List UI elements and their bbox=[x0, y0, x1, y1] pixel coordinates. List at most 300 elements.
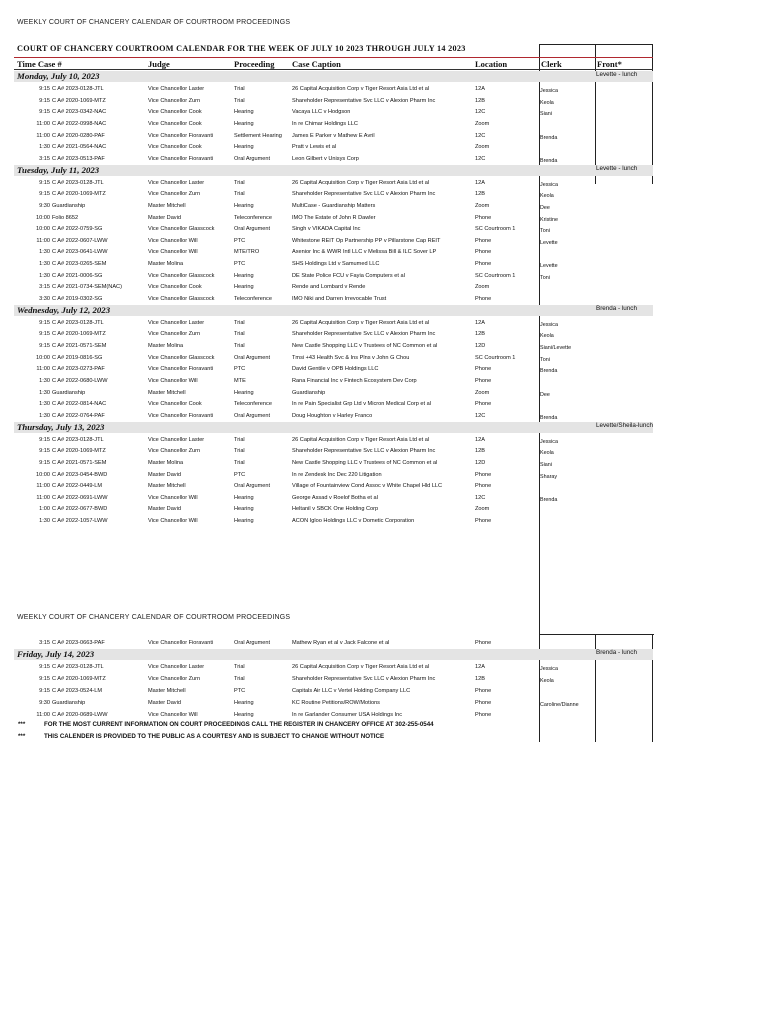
judge-cell: Vice Chancellor Zurn bbox=[148, 191, 201, 198]
caption-cell: David Gentile v OPB Holdings LLC bbox=[292, 366, 379, 373]
case-number-cell: C A# 2023-0641-LWW bbox=[52, 249, 108, 256]
proceeding-cell: Hearing bbox=[234, 518, 254, 525]
location-cell: Phone bbox=[475, 401, 492, 408]
clerk-cell: Toni bbox=[540, 228, 550, 235]
time-cell: 10:00 bbox=[36, 214, 50, 221]
proceeding-cell: MTE/TRO bbox=[234, 249, 260, 256]
col-proceeding: Proceeding bbox=[234, 59, 275, 69]
front-note: Brenda - lunch bbox=[596, 304, 637, 312]
location-cell: Phone bbox=[475, 687, 492, 694]
case-number-cell: C A# 2022-0607-LWW bbox=[52, 237, 108, 244]
table-row bbox=[0, 697, 768, 709]
location-cell: Zoom bbox=[475, 202, 490, 209]
caption-cell: Rende and Lombard v Rende bbox=[292, 284, 366, 291]
table-row bbox=[0, 457, 768, 469]
caption-cell: 26 Capital Acquisition Corp v Tiger Resort Asia Ltd et al bbox=[292, 319, 430, 326]
proceeding-cell: Trial bbox=[234, 191, 245, 198]
judge-cell: Vice Chancellor Cook bbox=[148, 144, 202, 151]
judge-cell: Vice Chancellor Cook bbox=[148, 120, 202, 127]
location-cell: SC Courtroom 1 bbox=[475, 354, 516, 361]
day-header bbox=[14, 165, 653, 176]
judge-cell: Vice Chancellor Fioravanti bbox=[148, 412, 214, 419]
front-note: Levette/Sheila-lunch bbox=[596, 421, 654, 429]
judge-cell: Master David bbox=[148, 214, 181, 221]
judge-cell: Vice Chancellor Cook bbox=[148, 109, 202, 116]
front-note: Levette - lunch bbox=[596, 71, 638, 78]
case-number-cell: C A# 2022-0814-NAC bbox=[52, 401, 107, 408]
calendar-title: COURT OF CHANCERY COURTROOM CALENDAR FOR THE WEEK OF JULY 10 2023 THROUGH JULY 14 2023 bbox=[17, 44, 466, 53]
judge-cell: Master David bbox=[148, 506, 181, 513]
time-cell: 1:30 bbox=[39, 401, 50, 408]
case-number-cell: C A# 2020-1069-MTZ bbox=[52, 331, 106, 338]
caption-cell: Mathew Ryan et al v Jack Falcone et al bbox=[292, 640, 390, 646]
proceeding-cell: Trial bbox=[234, 436, 245, 443]
case-number-cell: C A# 2023-0342-NAC bbox=[52, 109, 107, 116]
day-label: Wednesday, July 12, 2023 bbox=[17, 304, 111, 315]
case-number-cell: C A# 2021-0571-SEM bbox=[52, 459, 107, 466]
location-cell: SC Courtroom 1 bbox=[475, 272, 516, 279]
caption-cell: In re Garlander Consumer USA Holdings Inc bbox=[292, 711, 403, 718]
day-header bbox=[14, 422, 653, 433]
table-row bbox=[0, 410, 768, 422]
proceeding-cell: Oral Argument bbox=[234, 412, 271, 419]
table-row bbox=[0, 480, 768, 492]
caption-cell: 26 Capital Acquisition Corp v Tiger Resort Asia Ltd et al bbox=[292, 179, 430, 186]
clerk-cell: Siani/Levette bbox=[540, 345, 572, 351]
judge-cell: Vice Chancellor Glasscock bbox=[148, 296, 215, 303]
case-number-cell: Guardianship bbox=[52, 389, 86, 396]
case-number-cell: C A# 2023-0128-JTL bbox=[52, 86, 104, 92]
location-cell: 12D bbox=[475, 459, 486, 466]
case-number-cell: C A# 2022-0680-LWW bbox=[52, 377, 108, 384]
day-label: Monday, July 10, 2023 bbox=[17, 71, 100, 81]
table-row bbox=[0, 200, 768, 212]
judge-cell: Master Molina bbox=[148, 343, 184, 349]
proceeding-cell: Hearing bbox=[234, 284, 254, 291]
location-cell: Phone bbox=[475, 214, 492, 221]
location-cell: 12A bbox=[475, 436, 485, 443]
location-cell: 12C bbox=[475, 109, 486, 116]
proceeding-cell: Hearing bbox=[234, 202, 254, 209]
location-cell: Zoom bbox=[475, 506, 490, 513]
case-number-cell: C A# 2023-0663-PAF bbox=[52, 640, 105, 646]
judge-cell: Vice Chancellor Will bbox=[148, 711, 198, 718]
caption-cell: New Castle Shopping LLC v Trustees of NC Common et al bbox=[292, 459, 438, 466]
clerk-cell: Kristine bbox=[540, 216, 558, 223]
footnote-text: FOR THE MOST CURRENT INFORMATION ON COURT PROCEEDINGS CALL THE REGISTER IN CHANCERY OFFICE AT 302-255-0544 bbox=[44, 721, 434, 728]
clerk-cell: Brenda bbox=[540, 134, 558, 141]
clerk-cell: Dee bbox=[540, 204, 550, 211]
table-row bbox=[0, 95, 768, 107]
judge-cell: Vice Chancellor Will bbox=[148, 237, 198, 244]
clerk-cell: Sharay bbox=[540, 473, 558, 480]
table-row bbox=[0, 340, 768, 352]
case-number-cell: Folio 8652 bbox=[52, 214, 79, 221]
caption-cell: New Castle Shopping LLC v Trustees of NC Common et al bbox=[292, 343, 438, 349]
case-number-cell: C A# 2023-0128-JTL bbox=[52, 179, 104, 186]
front-note: Brenda - lunch bbox=[596, 649, 637, 656]
time-cell: 9:15 bbox=[39, 448, 50, 455]
time-cell: 1:30 bbox=[39, 377, 50, 384]
time-cell: 9:15 bbox=[39, 664, 50, 670]
clerk-cell: Keola bbox=[540, 193, 554, 200]
case-number-cell: C A# 2023-0128-JTL bbox=[52, 436, 104, 443]
case-number-cell: C A# 2022-0449-LM bbox=[52, 483, 103, 490]
caption-cell: In re Zendesk Inc Dec 220 Litigation bbox=[292, 471, 382, 478]
table-row bbox=[0, 188, 768, 200]
judge-cell: Vice Chancellor Laster bbox=[148, 179, 205, 186]
judge-cell: Vice Chancellor Fioravanti bbox=[148, 366, 214, 373]
proceeding-cell: Hearing bbox=[234, 506, 254, 513]
location-cell: Phone bbox=[475, 640, 492, 646]
proceeding-cell: Teleconference bbox=[234, 214, 272, 221]
location-cell: 12D bbox=[475, 343, 486, 349]
table-row bbox=[0, 130, 768, 142]
clerk-cell: Jessica bbox=[540, 438, 558, 445]
judge-cell: Master Molina bbox=[148, 261, 184, 268]
table-row bbox=[0, 515, 768, 527]
case-number-cell: C A# 2023-0454-BWD bbox=[52, 471, 108, 478]
table-row bbox=[0, 469, 768, 481]
case-number-cell: C A# 2023-0524-LM bbox=[52, 687, 103, 694]
table-row bbox=[0, 118, 768, 130]
page-header: WEEKLY COURT OF CHANCERY CALENDAR OF COURTROOM PROCEEDINGS bbox=[17, 19, 291, 26]
table-row bbox=[0, 293, 768, 305]
time-cell: 1:30 bbox=[39, 144, 50, 151]
proceeding-cell: Oral Argument bbox=[234, 155, 271, 162]
caption-cell: 26 Capital Acquisition Corp v Tiger Resort Asia Ltd et al bbox=[292, 86, 430, 92]
judge-cell: Vice Chancellor Will bbox=[148, 518, 198, 525]
proceeding-cell: Teleconference bbox=[234, 401, 272, 408]
table-row bbox=[0, 492, 768, 504]
table-row bbox=[0, 235, 768, 247]
location-cell: Zoom bbox=[475, 120, 490, 127]
clerk-cell: Jessica bbox=[540, 181, 558, 188]
caption-cell: Heltanil v SBCK One Holding Corp bbox=[292, 506, 379, 513]
day-label: Tuesday, July 11, 2023 bbox=[17, 164, 100, 175]
case-number-cell: C A# 2021-0006-SG bbox=[52, 272, 103, 279]
proceeding-cell: MTE bbox=[234, 377, 246, 384]
header-rule bbox=[14, 69, 653, 70]
caption-cell: In re Chimar Holdings LLC bbox=[292, 120, 358, 127]
proceeding-cell: Trial bbox=[234, 319, 245, 326]
footnote-stars: *** bbox=[18, 721, 26, 728]
table-row bbox=[0, 106, 768, 118]
proceeding-cell: Settlement Hearing bbox=[234, 132, 282, 139]
time-cell: 9:15 bbox=[39, 343, 50, 349]
caption-cell: 26 Capital Acquisition Corp v Tiger Resort Asia Ltd et al bbox=[292, 436, 430, 443]
location-cell: Phone bbox=[475, 483, 492, 490]
clerk-cell: Toni bbox=[540, 274, 550, 281]
case-number-cell: C A# 2022-1057-LWW bbox=[52, 518, 108, 525]
proceeding-cell: Hearing bbox=[234, 109, 254, 116]
table-row bbox=[0, 270, 768, 282]
clerk-cell: Levette bbox=[540, 239, 558, 246]
table-row bbox=[0, 375, 768, 387]
caption-cell: IMO The Estate of John R Dawler bbox=[292, 214, 376, 221]
location-cell: Zoom bbox=[475, 389, 490, 396]
caption-cell: James E Parker v Mathew E Avril bbox=[292, 132, 375, 139]
location-cell: Zoom bbox=[475, 144, 490, 151]
judge-cell: Vice Chancellor Zurn bbox=[148, 675, 201, 682]
col-caption: Case Caption bbox=[292, 59, 341, 69]
clerk-cell: Levette bbox=[540, 263, 558, 270]
caption-cell: Guardianship bbox=[292, 389, 326, 396]
case-number-cell: C A# 2023-0513-PAF bbox=[52, 155, 105, 162]
proceeding-cell: Hearing bbox=[234, 711, 254, 718]
proceeding-cell: Trial bbox=[234, 664, 245, 670]
time-cell: 1:30 bbox=[39, 249, 50, 256]
judge-cell: Vice Chancellor Cook bbox=[148, 284, 202, 291]
judge-cell: Vice Chancellor Will bbox=[148, 249, 198, 256]
clerk-cell: Brenda bbox=[540, 157, 558, 164]
proceeding-cell: Trial bbox=[234, 97, 245, 104]
table-row bbox=[0, 177, 768, 189]
time-cell: 11:00 bbox=[36, 483, 50, 490]
case-number-cell: C A# 2022-0759-SG bbox=[52, 226, 103, 233]
location-cell: Phone bbox=[475, 296, 492, 303]
proceeding-cell: Trial bbox=[234, 459, 245, 466]
location-cell: 12A bbox=[475, 319, 485, 326]
case-number-cell: C A# 2023-0128-JTL bbox=[52, 664, 104, 670]
time-cell: 9:15 bbox=[39, 459, 50, 466]
col-clerk: Clerk bbox=[541, 59, 562, 69]
caption-cell: Shareholder Representative Svc LLC v Alexion Pharm Inc bbox=[292, 191, 436, 198]
judge-cell: Master Molina bbox=[148, 459, 184, 466]
case-number-cell: C A# 2022-0691-LWW bbox=[52, 494, 108, 501]
table-row bbox=[0, 445, 768, 457]
time-cell: 10:00 bbox=[36, 354, 50, 361]
time-cell: 3:30 bbox=[39, 296, 50, 303]
case-number-cell: Guardianship bbox=[52, 202, 86, 209]
time-cell: 9:15 bbox=[39, 179, 50, 186]
case-number-cell: C A# 2023-0265-SEM bbox=[52, 261, 107, 268]
caption-cell: Axenior Inc & WWR Intl LLC v Melissa Bill & ILC Sover LP bbox=[292, 249, 437, 256]
time-cell: 9:30 bbox=[39, 699, 50, 706]
location-cell: Phone bbox=[475, 711, 492, 718]
clerk-cell: Caroline/Dianne bbox=[540, 701, 579, 708]
location-cell: 12B bbox=[475, 331, 485, 338]
proceeding-cell: PTC bbox=[234, 687, 246, 694]
clerk-box-top bbox=[539, 44, 653, 45]
proceeding-cell: PTC bbox=[234, 366, 246, 373]
caption-cell: In re Pain Specialist Grp Ltd v Micron Medical Corp et al bbox=[292, 401, 431, 408]
table-row bbox=[0, 258, 768, 270]
judge-cell: Vice Chancellor Zurn bbox=[148, 448, 201, 455]
location-cell: Phone bbox=[475, 237, 492, 244]
location-cell: SC Courtroom 1 bbox=[475, 226, 516, 233]
judge-cell: Vice Chancellor Will bbox=[148, 377, 198, 384]
col-judge: Judge bbox=[148, 59, 170, 69]
table-row bbox=[0, 153, 768, 165]
case-number-cell: C A# 2022-0998-NAC bbox=[52, 120, 107, 127]
judge-cell: Vice Chancellor Laster bbox=[148, 664, 205, 670]
day-header bbox=[14, 71, 653, 82]
table-row bbox=[0, 246, 768, 258]
clerk-cell: Brenda bbox=[540, 496, 558, 503]
table-row bbox=[0, 398, 768, 410]
case-number-cell: C A# 2022-0764-PAF bbox=[52, 412, 105, 419]
proceeding-cell: Hearing bbox=[234, 144, 254, 151]
proceeding-cell: Hearing bbox=[234, 699, 254, 706]
case-number-cell: C A# 2020-1069-MTZ bbox=[52, 97, 106, 104]
proceeding-cell: Trial bbox=[234, 675, 245, 682]
clerk-cell: Dee bbox=[540, 391, 550, 398]
proceeding-cell: Oral Argument bbox=[234, 483, 271, 490]
caption-cell: Shareholder Representative Svc LLC v Alexion Pharm Inc bbox=[292, 675, 436, 682]
clerk-cell: Keola bbox=[540, 333, 554, 340]
case-number-cell: C A# 2021-0571-SEM bbox=[52, 343, 107, 349]
proceeding-cell: Trial bbox=[234, 86, 245, 92]
proceeding-cell: Hearing bbox=[234, 272, 254, 279]
caption-cell: DE State Police FCU v Fayia Computers et al bbox=[292, 272, 405, 279]
table-row bbox=[0, 352, 768, 364]
case-number-cell: C A# 2020-1069-MTZ bbox=[52, 675, 106, 682]
footnote-stars: *** bbox=[18, 733, 26, 740]
proceeding-cell: Hearing bbox=[234, 389, 254, 396]
table-row bbox=[0, 673, 768, 685]
judge-cell: Vice Chancellor Zurn bbox=[148, 97, 201, 104]
location-cell: 12B bbox=[475, 448, 485, 455]
proceeding-cell: Oral Argument bbox=[234, 354, 271, 361]
clerk-cell: Keola bbox=[540, 677, 554, 684]
judge-cell: Vice Chancellor Fioravanti bbox=[148, 132, 214, 139]
proceeding-cell: Oral Argument bbox=[234, 226, 271, 233]
proceeding-cell: Hearing bbox=[234, 120, 254, 127]
table-row bbox=[0, 212, 768, 224]
proceeding-cell: PTC bbox=[234, 471, 246, 478]
caption-cell: Rana Financial Inc v Fintech Ecosystem Dev Corp bbox=[292, 377, 417, 384]
proceeding-cell: PTC bbox=[234, 237, 246, 244]
time-cell: 10:00 bbox=[36, 226, 50, 233]
location-cell: Phone bbox=[475, 249, 492, 256]
judge-cell: Master Mitchell bbox=[148, 483, 186, 490]
judge-cell: Vice Chancellor Glasscock bbox=[148, 272, 215, 279]
judge-cell: Vice Chancellor Will bbox=[148, 494, 198, 501]
judge-cell: Vice Chancellor Glasscock bbox=[148, 354, 215, 361]
caption-cell: ACON Igloo Holdings LLC v Dometic Corporation bbox=[292, 518, 415, 525]
time-cell: 1:30 bbox=[39, 518, 50, 525]
case-number-cell: C A# 2019-0816-SG bbox=[52, 354, 103, 361]
judge-cell: Vice Chancellor Laster bbox=[148, 86, 205, 92]
col-front: Front* bbox=[597, 59, 622, 69]
footnote-text: THIS CALENDER IS PROVIDED TO THE PUBLIC AS A COURTESY AND IS SUBJECT TO CHANGE WITHOUT NOTICE bbox=[44, 733, 385, 740]
time-cell: 11:00 bbox=[36, 120, 50, 127]
table-row bbox=[0, 363, 768, 375]
time-cell: 3:15 bbox=[39, 284, 50, 291]
table-row bbox=[0, 503, 768, 515]
clerk-cell: Jessica bbox=[540, 88, 558, 94]
day-label: Friday, July 14, 2023 bbox=[17, 649, 95, 659]
location-cell: 12B bbox=[475, 675, 485, 682]
time-cell: 1:00 bbox=[39, 506, 50, 513]
title-rule bbox=[14, 57, 653, 58]
judge-cell: Vice Chancellor Laster bbox=[148, 319, 205, 326]
table-row bbox=[0, 83, 768, 95]
table-row bbox=[0, 387, 768, 399]
caption-cell: MultiCase - Guardianship Matters bbox=[292, 202, 376, 209]
case-number-cell: C A# 2021-0564-NAC bbox=[52, 144, 107, 151]
proceeding-cell: Trial bbox=[234, 448, 245, 455]
judge-cell: Vice Chancellor Glasscock bbox=[148, 226, 215, 233]
caption-cell: Shareholder Representative Svc LLC v Alexion Pharm Inc bbox=[292, 97, 436, 104]
judge-cell: Master Mitchell bbox=[148, 687, 186, 694]
location-cell: Phone bbox=[475, 471, 492, 478]
caption-cell: Pratt v Lewis et al bbox=[292, 144, 337, 151]
caption-cell: Shareholder Representative Svc LLC v Alexion Pharm Inc bbox=[292, 331, 436, 338]
time-cell: 9:15 bbox=[39, 687, 50, 694]
table-row bbox=[0, 434, 768, 446]
proceeding-cell: Oral Argument bbox=[234, 640, 271, 646]
time-cell: 3:15 bbox=[39, 640, 50, 646]
caption-cell: Village of Fountainview Cond Assoc v White Chapel Hld LLC bbox=[292, 483, 443, 490]
time-cell: 10:00 bbox=[36, 471, 50, 478]
location-cell: Phone bbox=[475, 377, 492, 384]
clerk-cell: Jessica bbox=[540, 666, 558, 672]
caption-cell: Singh v VIKADA Capital Inc bbox=[292, 226, 361, 233]
time-cell: 3:15 bbox=[39, 155, 50, 162]
caption-cell: 26 Capital Acquisition Corp v Tiger Resort Asia Ltd et al bbox=[292, 664, 430, 670]
time-cell: 11:00 bbox=[36, 494, 50, 501]
location-cell: 12C bbox=[475, 494, 486, 501]
case-number-cell: Guardianship bbox=[52, 699, 86, 706]
proceeding-cell: PTC bbox=[234, 261, 246, 268]
location-cell: 12A bbox=[475, 664, 485, 670]
time-cell: 9:15 bbox=[39, 191, 50, 198]
proceeding-cell: Trial bbox=[234, 179, 245, 186]
judge-cell: Master David bbox=[148, 699, 181, 706]
front-note: Levette - lunch bbox=[596, 164, 638, 172]
clerk-cell: Siani bbox=[540, 461, 552, 468]
caption-cell: Whitestone REIT Op Partnership PP v Pillarstone Cap REIT bbox=[292, 237, 441, 244]
clerk-cell: Keola bbox=[540, 99, 554, 106]
table-row bbox=[0, 328, 768, 340]
day-header bbox=[14, 649, 653, 660]
case-number-cell: C A# 2019-0302-SG bbox=[52, 296, 103, 303]
judge-cell: Vice Chancellor Zurn bbox=[148, 331, 201, 338]
clerk-cell: Toni bbox=[540, 356, 550, 363]
day-header bbox=[14, 305, 653, 316]
caption-cell: KC Routine Petitions/ROW/Motions bbox=[292, 699, 380, 706]
table-row bbox=[0, 637, 768, 649]
case-number-cell: C A# 2021-0734-SEM(NAC) bbox=[52, 284, 122, 291]
location-cell: 12A bbox=[475, 179, 485, 186]
caption-cell: Doug Houghton v Harley Franco bbox=[292, 412, 373, 419]
judge-cell: Master Mitchell bbox=[148, 389, 186, 396]
time-cell: 9:15 bbox=[39, 319, 50, 326]
location-cell: 12B bbox=[475, 191, 485, 198]
proceeding-cell: Teleconference bbox=[234, 296, 272, 303]
caption-cell: Leon Gilbert v Unisys Corp bbox=[292, 155, 359, 162]
judge-cell: Vice Chancellor Fioravanti bbox=[148, 640, 214, 646]
location-cell: Phone bbox=[475, 261, 492, 268]
clerk-cell: Jessica bbox=[540, 321, 558, 328]
col-location: Location bbox=[475, 59, 508, 69]
table-row bbox=[0, 141, 768, 153]
location-cell: 12B bbox=[475, 97, 485, 104]
caption-cell: Capitals Air LLC v Vertel Holding Company LLC bbox=[292, 687, 411, 694]
clerk-cell: Brenda bbox=[540, 414, 558, 421]
judge-cell: Master Mitchell bbox=[148, 202, 186, 209]
location-cell: 12A bbox=[475, 86, 485, 92]
table-row bbox=[0, 317, 768, 329]
time-cell: 9:15 bbox=[39, 675, 50, 682]
table-row bbox=[0, 709, 768, 721]
time-cell: 11:00 bbox=[36, 711, 50, 718]
location-cell: 12C bbox=[475, 412, 486, 419]
case-number-cell: C A# 2020-0280-PAF bbox=[52, 132, 105, 139]
case-number-cell: C A# 2023-0128-JTL bbox=[52, 319, 104, 326]
